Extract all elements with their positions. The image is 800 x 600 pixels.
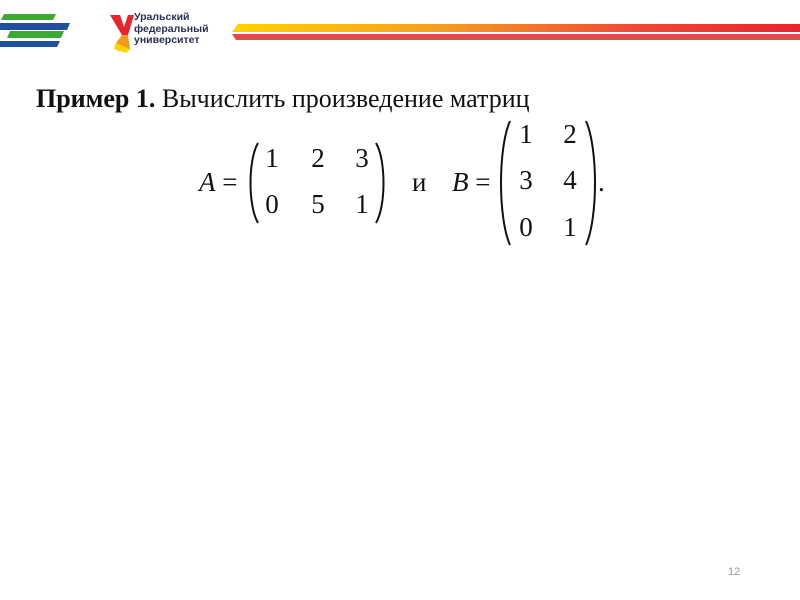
logo-line: Уральский bbox=[134, 11, 190, 23]
example-label: Пример 1. bbox=[36, 84, 156, 113]
matrix-a-cell: 1 bbox=[265, 143, 279, 173]
matrix-a-label bbox=[199, 167, 237, 198]
matrix-a-cell: 2 bbox=[311, 143, 325, 173]
task-text: Вычислить произведение матриц bbox=[155, 84, 530, 113]
page-number: 12 bbox=[728, 566, 741, 578]
equals-sign: = bbox=[475, 167, 491, 197]
matrix-b-cell: 2 bbox=[563, 119, 577, 149]
header-stripes-left bbox=[0, 0, 100, 60]
matrix-a-cell: 3 bbox=[355, 143, 369, 173]
matrix-b-cell: 1 bbox=[519, 119, 533, 149]
matrix-a-cell: 5 bbox=[311, 189, 325, 219]
slide-title bbox=[36, 84, 530, 114]
matrix-b-cell: 4 bbox=[563, 165, 577, 195]
var-b: B bbox=[452, 167, 469, 197]
logo-line: федеральный bbox=[134, 22, 209, 35]
matrix-b-label bbox=[452, 167, 490, 198]
end-period: . bbox=[598, 167, 605, 197]
matrix-b-cell: 1 bbox=[563, 212, 577, 242]
matrix-b-cell: 3 bbox=[519, 165, 533, 195]
logo-line: университет bbox=[134, 34, 200, 46]
equals-sign: = bbox=[222, 167, 238, 197]
logo-wordmark bbox=[134, 12, 209, 47]
matrix-a-cell: 0 bbox=[265, 189, 279, 219]
matrix-a-cell: 1 bbox=[355, 189, 369, 219]
slide-header bbox=[0, 0, 800, 60]
var-a: A bbox=[199, 167, 216, 197]
conjunction-text: и bbox=[412, 167, 427, 197]
matrix-b-cell: 0 bbox=[519, 212, 533, 242]
header-stripe-right bbox=[232, 20, 800, 44]
